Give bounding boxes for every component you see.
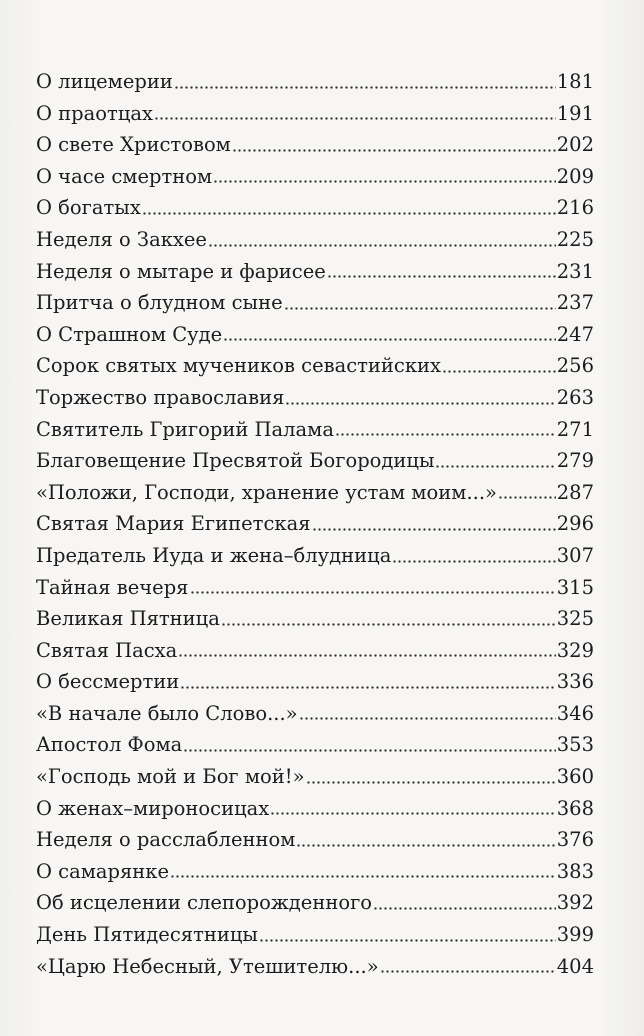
toc-entry-page-number: 360: [556, 765, 594, 789]
dot-leader: [312, 528, 556, 531]
toc-entry: [36, 508, 594, 540]
table-of-contents: [36, 66, 594, 982]
dot-leader: [142, 212, 556, 215]
toc-entry-page-number: 336: [556, 670, 594, 694]
toc-entry-page-number: 256: [556, 354, 594, 378]
toc-entry: [36, 698, 594, 730]
dot-leader: [221, 623, 556, 626]
dot-leader: [373, 907, 556, 910]
toc-entry: [36, 66, 594, 98]
toc-entry-title: Святая Пасха: [36, 638, 178, 662]
toc-entry-page-number: 279: [556, 449, 594, 473]
dot-leader: [327, 275, 556, 278]
toc-entry-page-number: 376: [556, 828, 594, 852]
toc-entry-page-number: 263: [556, 385, 594, 409]
toc-entry-title: Притча о блудном сыне: [36, 291, 283, 315]
toc-entry-title: О свете Христовом: [36, 133, 231, 157]
dot-leader: [190, 591, 556, 594]
toc-entry: [36, 572, 594, 604]
dot-leader: [498, 496, 556, 499]
toc-entry-title: О праотцах: [36, 101, 153, 125]
dot-leader: [232, 149, 556, 152]
toc-entry: [36, 319, 594, 351]
toc-entry-title: Великая Пятница: [36, 607, 220, 631]
dot-leader: [392, 560, 555, 563]
toc-entry-page-number: 287: [556, 480, 594, 504]
toc-entry: [36, 761, 594, 793]
toc-entry: [36, 603, 594, 635]
toc-entry-title: Святая Мария Египетская: [36, 512, 311, 536]
toc-entry: [36, 793, 594, 825]
toc-entry-title: «Господь мой и Бог мой!»: [36, 765, 305, 789]
toc-entry-page-number: 346: [556, 701, 594, 725]
toc-entry: [36, 445, 594, 477]
toc-entry-title: О самарянке: [36, 859, 170, 883]
dot-leader: [223, 338, 556, 341]
dot-leader: [435, 465, 555, 468]
dot-leader: [442, 370, 556, 373]
toc-entry-title: Сорок святых мучеников севастийских: [36, 354, 442, 378]
toc-entry-title: О богатых: [36, 196, 141, 220]
toc-entry-title: О бессмертии: [36, 670, 180, 694]
dot-leader: [380, 970, 556, 973]
toc-entry-page-number: 307: [556, 543, 594, 567]
toc-entry-title: Неделя о мытаре и фарисее: [36, 259, 326, 283]
toc-entry-page-number: 329: [556, 638, 594, 662]
toc-entry-title: День Пятидесятницы: [36, 923, 258, 947]
toc-entry-title: Предатель Иуда и жена–блудница: [36, 543, 392, 567]
toc-entry-title: Неделя о расслабленном: [36, 828, 296, 852]
toc-entry-title: О женах–мироносицах: [36, 796, 270, 820]
dot-leader: [259, 939, 556, 942]
dot-leader: [154, 117, 556, 120]
toc-entry-page-number: 216: [556, 196, 594, 220]
toc-entry-title: «Царю Небесный, Утешителю...»: [36, 954, 379, 978]
dot-leader: [285, 402, 555, 405]
toc-entry: [36, 161, 594, 193]
toc-entry: [36, 540, 594, 572]
toc-entry-page-number: 181: [556, 70, 594, 93]
dot-leader: [296, 844, 555, 847]
toc-entry: [36, 192, 594, 224]
dot-leader: [284, 307, 556, 310]
toc-entry-title: Неделя о Закхее: [36, 227, 207, 251]
toc-entry: [36, 287, 594, 319]
toc-entry-title: О Страшном Суде: [36, 322, 223, 346]
toc-entry-title: «В начале было Слово...»: [36, 701, 298, 725]
dot-leader: [335, 433, 556, 436]
toc-entry: [36, 129, 594, 161]
dot-leader: [299, 717, 556, 720]
toc-entry: [36, 350, 594, 382]
toc-entry: [36, 98, 594, 130]
toc-entry-title: Святитель Григорий Палама: [36, 417, 334, 441]
toc-entry-page-number: 231: [556, 259, 594, 283]
dot-leader: [180, 686, 555, 689]
toc-entry-page-number: 296: [556, 512, 594, 536]
toc-entry: [36, 824, 594, 856]
toc-entry-title: «Положи, Господи, хранение устам моим...»: [36, 480, 497, 504]
dot-leader: [270, 812, 556, 815]
toc-entry: [36, 635, 594, 667]
toc-entry-page-number: 404: [556, 954, 594, 978]
dot-leader: [213, 180, 556, 183]
toc-entry-page-number: 399: [556, 923, 594, 947]
toc-entry-page-number: 247: [556, 322, 594, 346]
toc-entry-page-number: 191: [556, 101, 594, 125]
toc-entry-title: Апостол Фома: [36, 733, 183, 757]
toc-entry-page-number: 209: [556, 164, 594, 188]
toc-entry: [36, 477, 594, 509]
toc-entry: [36, 856, 594, 888]
toc-entry-title: Об исцелении слепорожденного: [36, 891, 373, 915]
toc-entry: [36, 919, 594, 951]
toc-entry-title: О лицемерии: [36, 70, 173, 93]
toc-entry: [36, 414, 594, 446]
toc-entry-title: Торжество православия: [36, 385, 285, 409]
dot-leader: [208, 244, 556, 247]
dot-leader: [306, 781, 556, 784]
toc-entry-page-number: 368: [556, 796, 594, 820]
toc-entry-page-number: 271: [556, 417, 594, 441]
toc-entry: [36, 666, 594, 698]
dot-leader: [174, 86, 556, 89]
toc-entry-page-number: 225: [556, 227, 594, 251]
toc-entry-page-number: 383: [556, 859, 594, 883]
toc-entry-page-number: 315: [556, 575, 594, 599]
toc-entry-page-number: 237: [556, 291, 594, 315]
toc-entry-page-number: 202: [556, 133, 594, 157]
dot-leader: [183, 749, 556, 752]
dot-leader: [178, 654, 555, 657]
dot-leader: [170, 875, 556, 878]
toc-entry-title: О часе смертном: [36, 164, 213, 188]
toc-entry-page-number: 392: [556, 891, 594, 915]
toc-entry: [36, 382, 594, 414]
toc-entry: [36, 224, 594, 256]
toc-entry-page-number: 325: [556, 607, 594, 631]
toc-entry: [36, 256, 594, 288]
toc-entry-page-number: 353: [556, 733, 594, 757]
toc-entry-title: Тайная вечеря: [36, 575, 189, 599]
toc-entry-title: Благовещение Пресвятой Богородицы: [36, 449, 435, 473]
toc-entry: [36, 887, 594, 919]
toc-entry: [36, 729, 594, 761]
toc-entry: [36, 951, 594, 983]
